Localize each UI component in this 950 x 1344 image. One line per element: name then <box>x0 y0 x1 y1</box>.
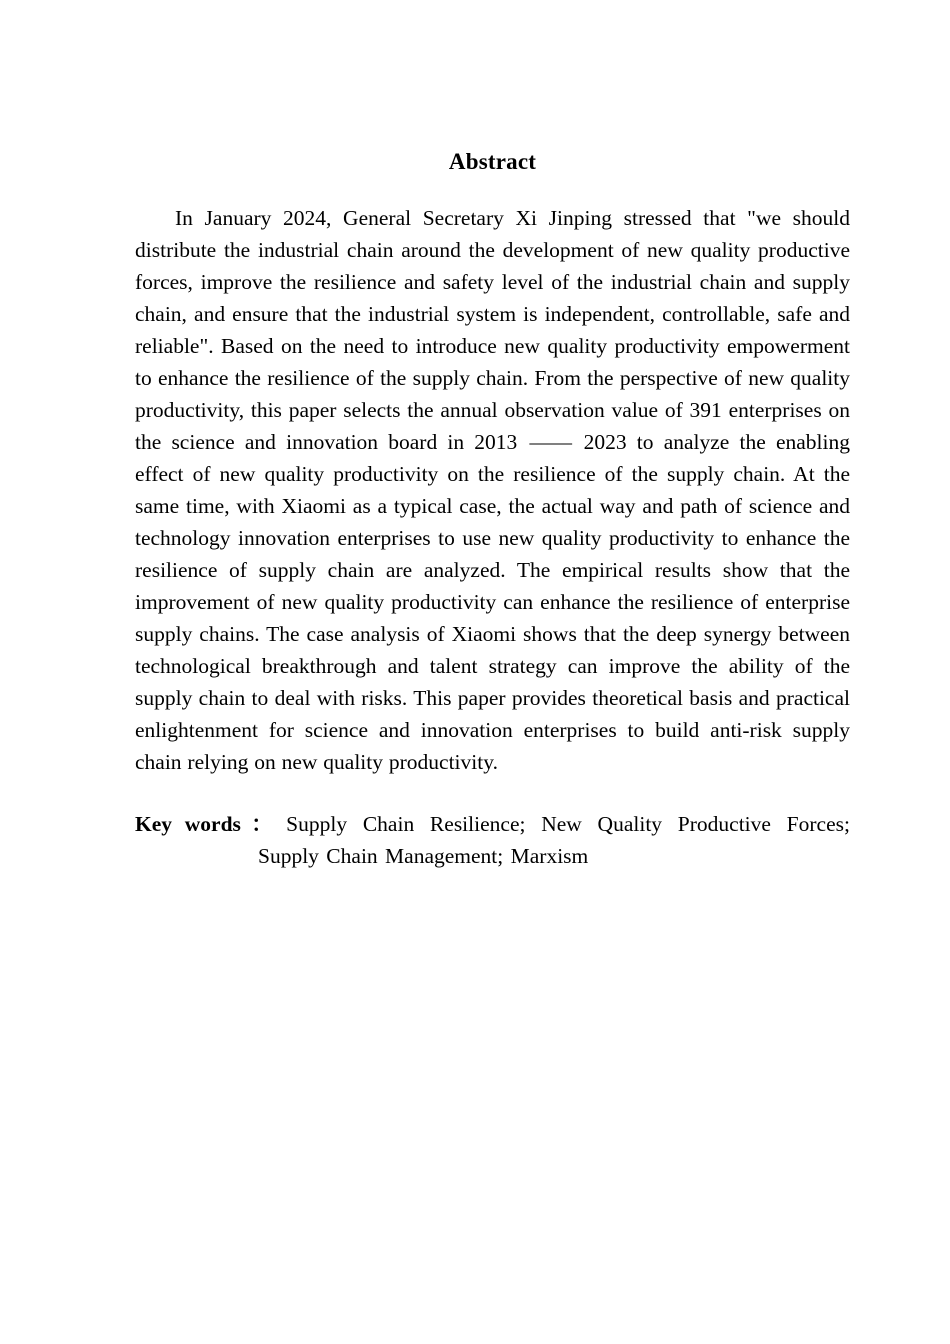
page-title: Abstract <box>448 149 537 174</box>
keywords-terms-line-two: Supply Chain Management; Marxism <box>258 844 589 868</box>
abstract-text-part-1: In January 2024, General Secretary Xi Jinping stressed that "we should distribute the industrial chain around the development of new quality productive forces, improve the resilience and safety level of the industrial chain and supply chain, and ensure that the industrial system is independent, controllable, safe and reliable". Based on the need to introduce new quality productivity empowerment to enhance the resilience of the supply chain. From the perspective of new quality productivity, this paper selects the annual observation value of 391 enterprises on the science and innovation board in 2013 <box>135 206 850 454</box>
keywords-line-one <box>135 808 850 840</box>
keywords-colon: ： <box>243 812 281 836</box>
em-dash-separator: —— <box>529 430 572 454</box>
text-column <box>135 0 850 872</box>
keywords-label: Key words <box>135 812 241 836</box>
keywords-block <box>135 808 850 872</box>
keywords-terms-line-one: Supply Chain Resilience; New Quality Productive Forces; <box>286 812 850 836</box>
abstract-paragraph <box>135 202 850 778</box>
abstract-text-part-2: 2023 to analyze the enabling effect of new quality productivity on the resilience of the supply chain. At the same time, with Xiaomi as a typical case, the actual way and path of science and technology innovation enterprises to use new quality productivity to enhance the resilience of supply chain are analyzed. The empirical results show that the improvement of new quality productivity can enhance the resilience of enterprise supply chains. The case analysis of Xiaomi shows that the deep synergy between technological breakthrough and talent strategy can improve the ability of the supply chain to deal with risks. This paper provides theoretical basis and practical enlightenment for science and innovation enterprises to build anti-risk supply chain relying on new quality productivity. <box>135 430 850 774</box>
